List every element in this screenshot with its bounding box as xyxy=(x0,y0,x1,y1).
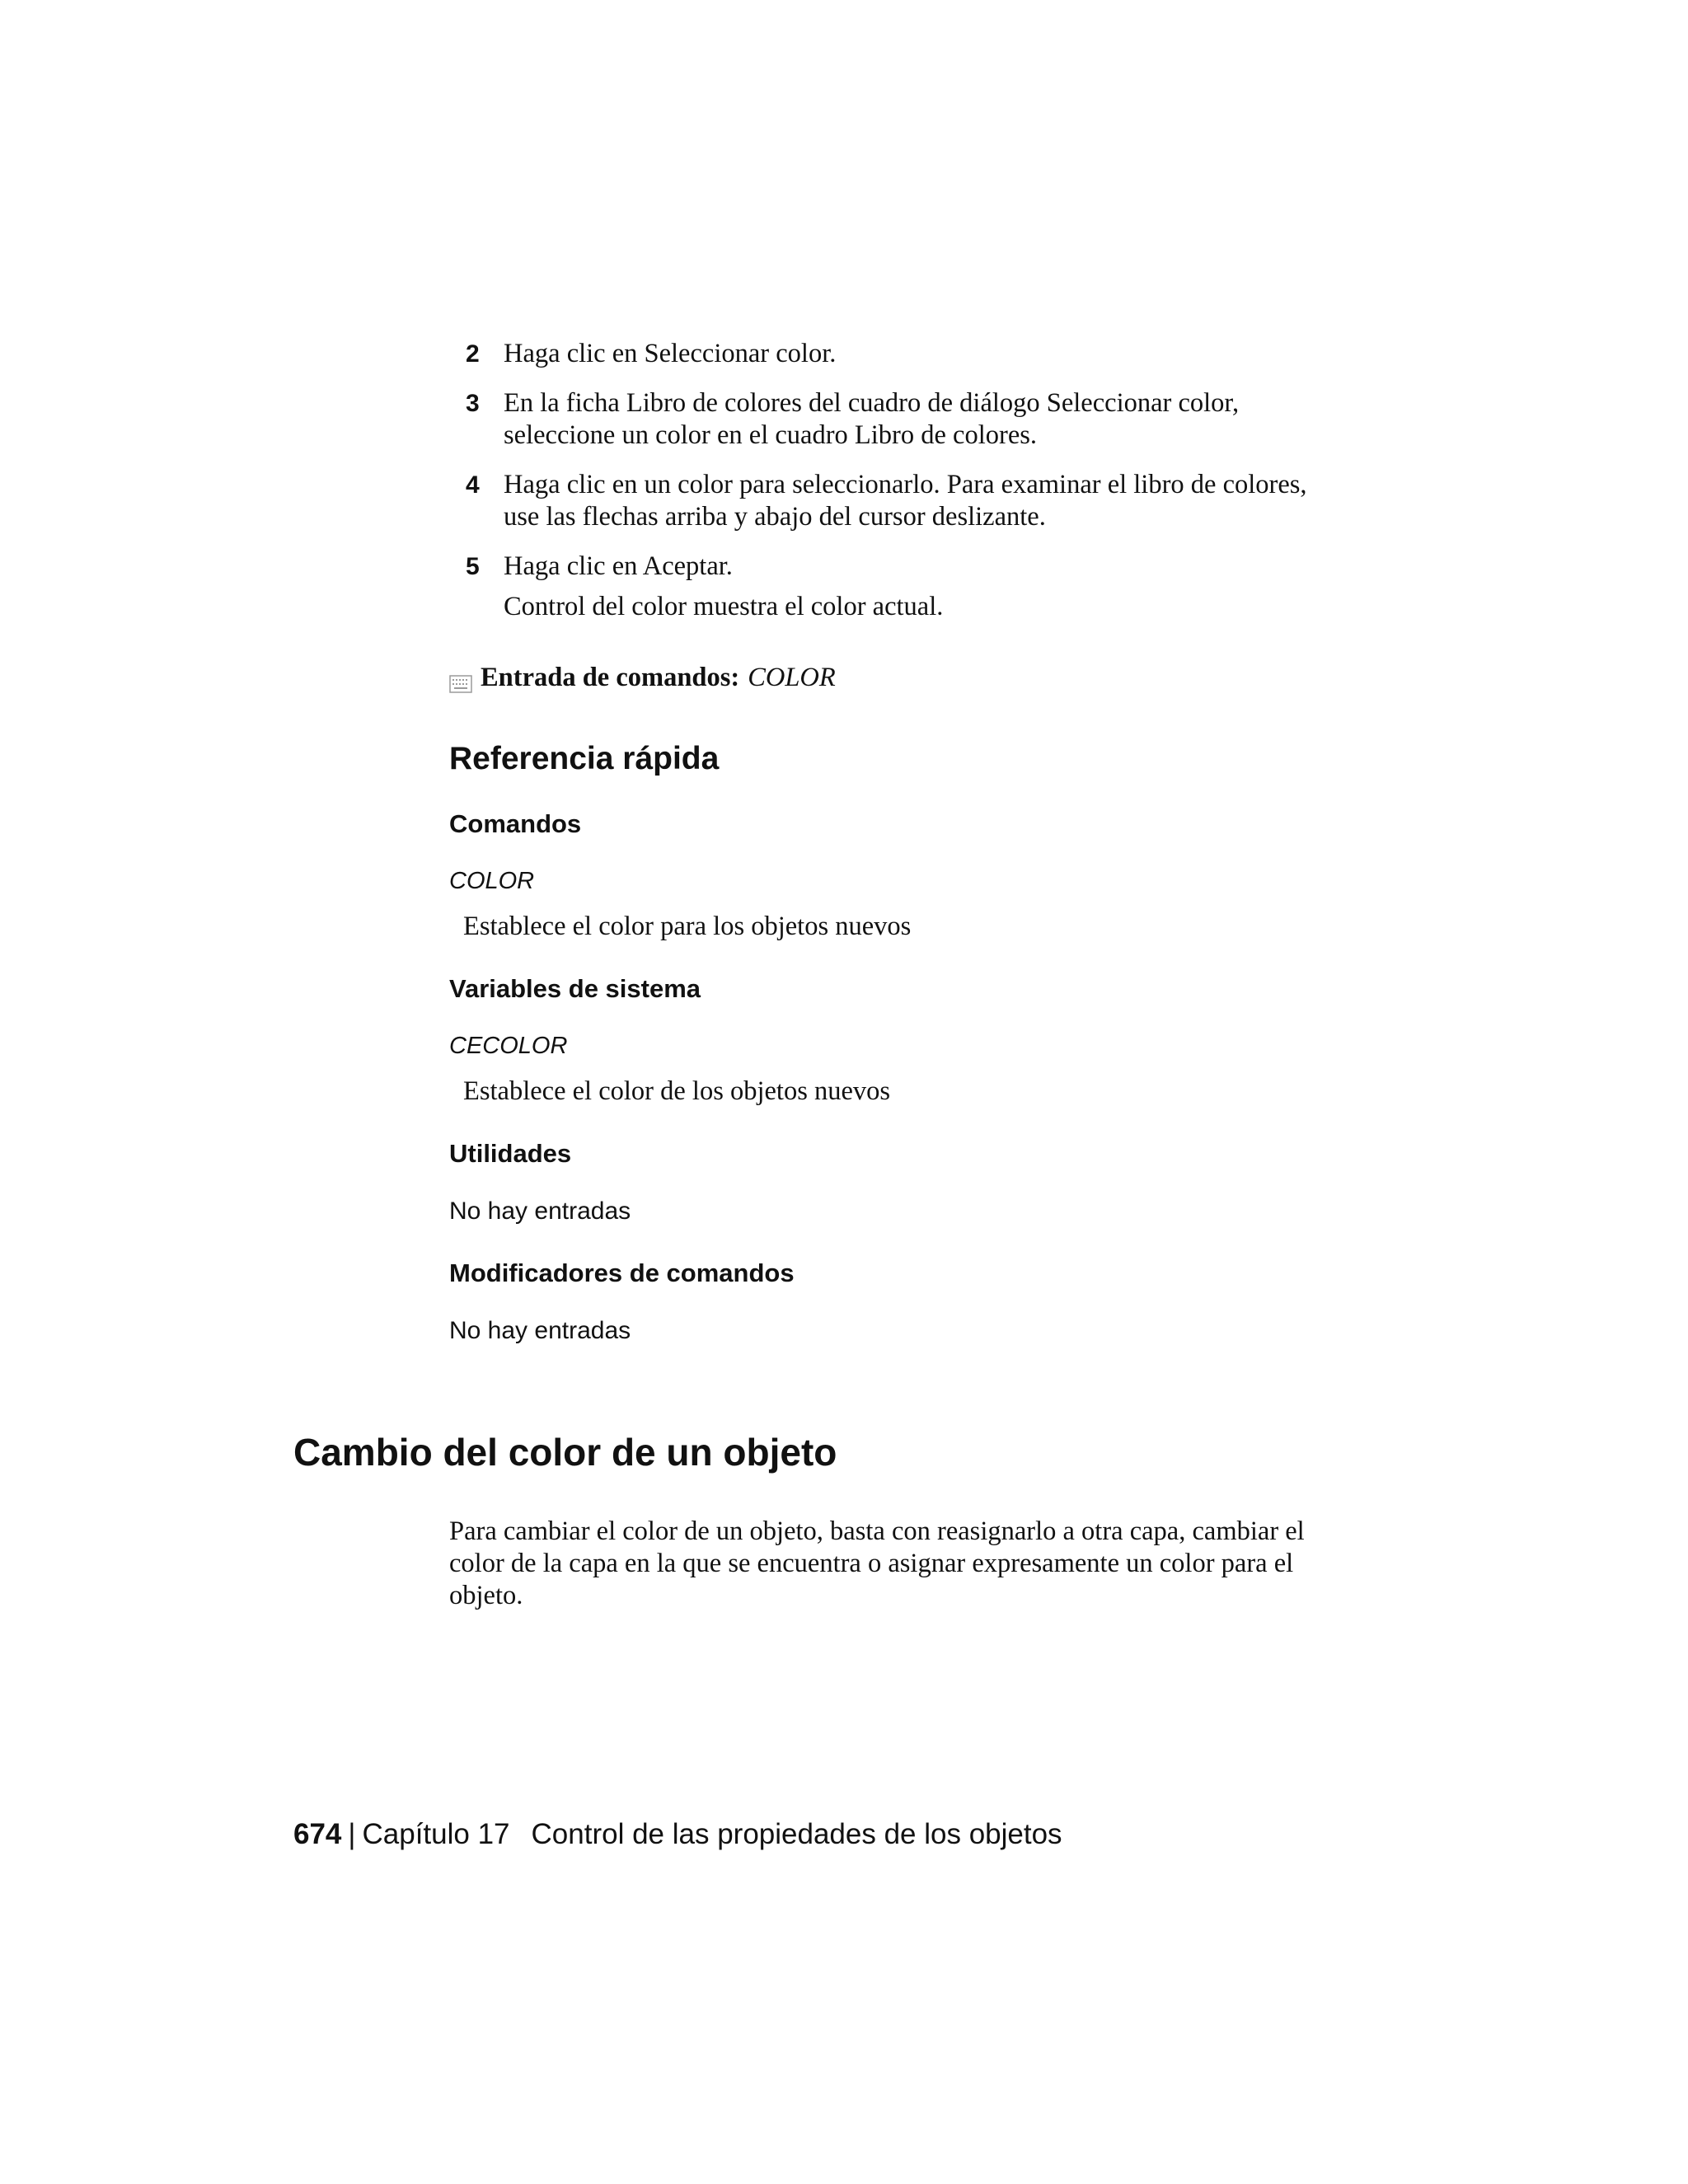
step-item xyxy=(449,338,1339,370)
utilities-heading: Utilidades xyxy=(449,1139,572,1168)
step-text: Haga clic en Aceptar. xyxy=(504,551,733,581)
system-variable-term: CECOLOR xyxy=(449,1033,568,1059)
step-result-note: Control del color muestra el color actual. xyxy=(504,592,944,621)
step-number: 3 xyxy=(466,390,480,417)
chapter-title: Control de las propiedades de los objetos xyxy=(531,1818,1062,1850)
step-item xyxy=(449,387,1339,452)
footer-separator: | xyxy=(348,1818,356,1850)
command-entry xyxy=(449,662,1339,694)
step-text: En la ficha Libro de colores del cuadro de diálogo Seleccionar color, seleccione un color en el cuadro Libro de colores. xyxy=(504,388,1240,450)
keyboard-icon xyxy=(449,669,472,687)
page-footer xyxy=(293,1817,1062,1852)
procedure-content xyxy=(449,338,1339,1347)
command-modifiers-heading: Modificadores de comandos xyxy=(449,1258,795,1287)
step-text: Haga clic en Seleccionar color. xyxy=(504,339,837,368)
command-entry-value: COLOR xyxy=(748,663,836,692)
command-description: Establece el color para los objetos nuevos xyxy=(463,912,912,941)
step-item xyxy=(449,551,1339,583)
system-variables-heading: Variables de sistema xyxy=(449,974,701,1003)
step-text: Haga clic en un color para seleccionarlo. Para examinar el libro de colores, use las flechas arriba y abajo del cursor deslizante. xyxy=(504,470,1307,532)
section-title: Cambio del color de un objeto xyxy=(293,1431,837,1474)
page-number: 674 xyxy=(293,1818,342,1850)
system-variable-description: Establece el color de los objetos nuevos xyxy=(463,1076,891,1106)
step-number: 4 xyxy=(466,471,480,499)
quick-reference-title: Referencia rápida xyxy=(449,741,720,776)
utilities-text: No hay entradas xyxy=(449,1197,631,1225)
command-term: COLOR xyxy=(449,868,535,894)
commands-heading: Comandos xyxy=(449,809,582,838)
command-entry-label: Entrada de comandos: xyxy=(481,663,740,692)
step-number: 2 xyxy=(466,340,480,368)
step-item xyxy=(449,469,1339,533)
section-paragraph: Para cambiar el color de un objeto, basta con reasignarlo a otra capa, cambiar el color de la capa en la que se encuentra o asignar expresamente un color para el objeto. xyxy=(449,1516,1305,1610)
command-modifiers-text: No hay entradas xyxy=(449,1317,631,1344)
step-number: 5 xyxy=(466,553,480,580)
chapter-label: Capítulo 17 xyxy=(362,1818,510,1850)
